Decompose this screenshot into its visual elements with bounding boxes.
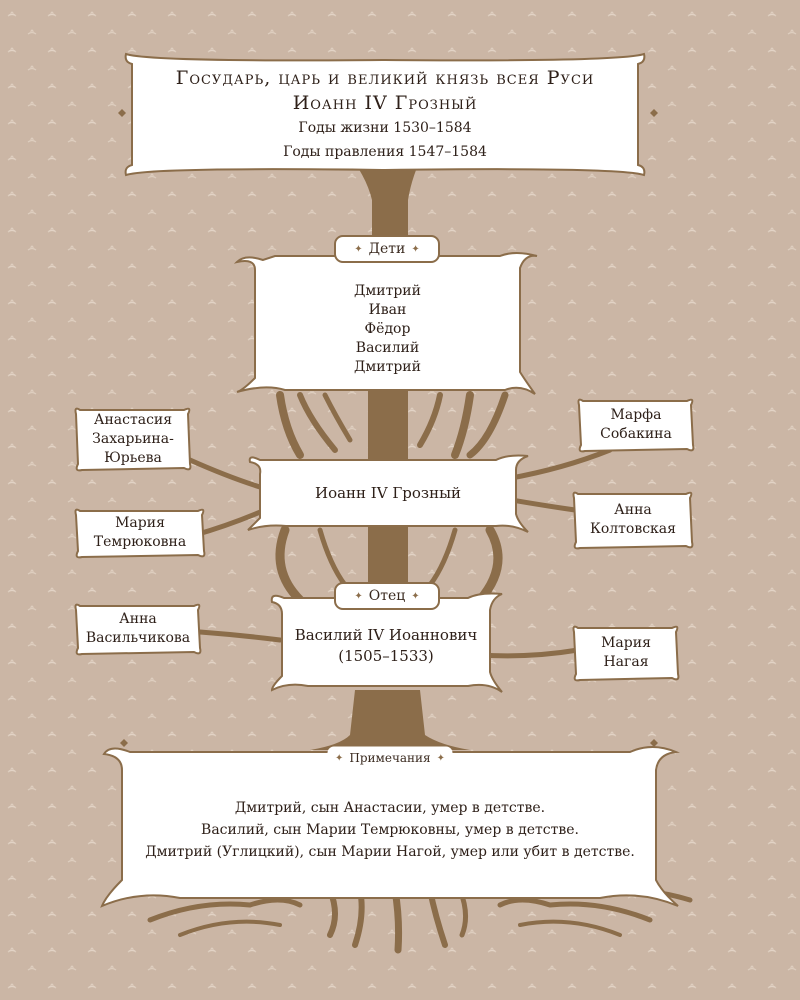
father-name: Василий IV Иоаннович (294, 626, 478, 644)
life-years: Годы жизни 1530–1584 (298, 119, 472, 136)
center-person-name: Иоанн IV Грозный (314, 483, 462, 502)
title-banner (120, 52, 650, 177)
note-line: Дмитрий (Углицкий), сын Марии Нагой, умер или убит в детстве. (145, 844, 635, 860)
children-label-text: Дети (368, 241, 406, 257)
reign-years: Годы правления 1547–1584 (283, 143, 487, 160)
ornament-icon: ✦ (436, 752, 445, 764)
wife-box-anna-koltovskaya (570, 488, 696, 552)
wife-name-line: Собакина (600, 426, 672, 442)
father-wife-box-maria-nagaya (570, 622, 682, 684)
notes-label-text: Примечания (349, 751, 431, 765)
wife-box-anastasia (72, 404, 194, 474)
child-name: Дмитрий (354, 358, 421, 375)
child-name: Фёдор (364, 320, 411, 337)
title-line-1: Государь, царь и великий князь всея Руси (175, 66, 595, 89)
wife-name-line: Анна (119, 611, 157, 627)
child-name: Иван (368, 301, 407, 318)
ornament-icon: ✦ (334, 752, 344, 764)
father-wife-box-anna (72, 600, 204, 658)
child-name: Дмитрий (354, 282, 421, 299)
center-person-box (246, 452, 530, 534)
ornament-icon: ✦ (354, 590, 363, 602)
wife-name-line: Захарьина- (92, 430, 174, 447)
notes-label (326, 745, 454, 771)
wife-name-line: Нагая (603, 654, 649, 670)
note-line: Дмитрий, сын Анастасии, умер в детстве. (234, 800, 546, 816)
ornament-icon: ✦ (411, 243, 420, 255)
ornament-icon: ✦ (354, 243, 363, 255)
wife-name-line: Анна (614, 502, 652, 518)
wife-name-line: Марфа (610, 407, 662, 423)
children-label (333, 234, 441, 264)
wife-name-line: Темрюковна (93, 534, 187, 550)
wife-name-line: Юрьева (104, 449, 162, 466)
children-box (235, 250, 540, 398)
wife-name-line: Васильчикова (85, 630, 191, 646)
wife-name-line: Мария (601, 635, 651, 651)
father-label (333, 581, 441, 611)
wife-box-maria-temryukovna (72, 505, 208, 561)
father-label-text: Отец (368, 588, 406, 604)
note-line: Василий, сын Марии Темрюковны, умер в детстве. (201, 822, 579, 838)
wife-name-line: Мария (115, 515, 165, 531)
wife-box-marfa (575, 395, 697, 455)
wife-name-line: Анастасия (93, 411, 173, 428)
father-years: (1505–1533) (338, 647, 434, 665)
wife-name-line: Колтовская (590, 521, 676, 537)
title-line-2: Иоанн IV Грозный (292, 91, 478, 114)
child-name: Василий (355, 339, 420, 356)
ornament-icon: ✦ (411, 590, 420, 602)
